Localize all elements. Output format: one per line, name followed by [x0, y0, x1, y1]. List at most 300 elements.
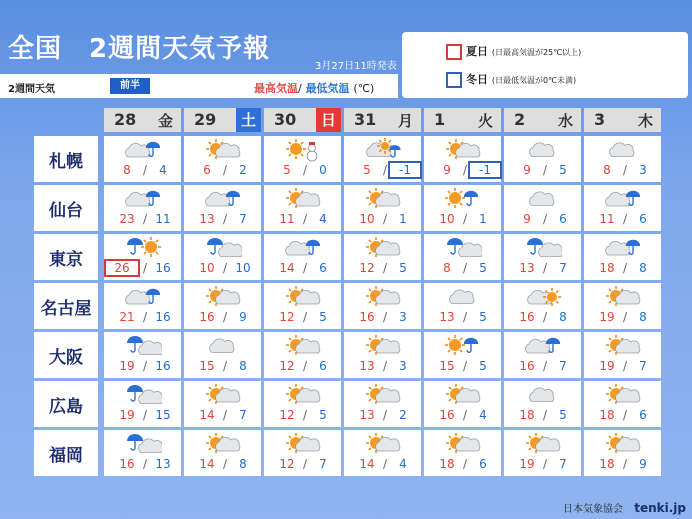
- weather-icon: [602, 236, 642, 260]
- forecast-cell: [584, 185, 661, 231]
- temperature-pair: [184, 310, 261, 326]
- low-temp: 0: [319, 163, 327, 177]
- weather-icon: [442, 138, 482, 162]
- temperature-pair: [424, 408, 501, 424]
- forecast-cell: [584, 234, 661, 280]
- high-temp: 6: [203, 163, 211, 177]
- cloud-icon: [606, 241, 630, 255]
- city-name: 名古屋: [34, 283, 98, 329]
- weather-icon: [602, 432, 642, 456]
- temp-separator: /: [222, 310, 228, 324]
- temp-separator: /: [302, 212, 308, 226]
- high-temp: 12: [279, 359, 295, 373]
- winter-day-note: (日最低気温が0℃未満): [491, 76, 577, 85]
- low-temp: 10: [235, 261, 251, 275]
- temperature-pair: [184, 408, 261, 424]
- temperature-pair: [344, 212, 421, 228]
- temp-separator: /: [622, 408, 628, 422]
- temp-separator: /: [222, 212, 228, 226]
- temp-separator: /: [542, 310, 548, 324]
- high-temp: 12: [279, 457, 295, 471]
- temperature-pair: [344, 408, 421, 424]
- temperature-pair: [184, 457, 261, 473]
- low-temp: 5: [479, 261, 487, 275]
- forecast-cell: [344, 332, 421, 378]
- high-temp: 12: [279, 408, 295, 422]
- forecast-cell: [584, 381, 661, 427]
- high-temp: 19: [119, 408, 135, 422]
- high-temp: 21: [119, 310, 135, 324]
- high-temp: 11: [279, 212, 295, 226]
- temp-separator: /: [462, 212, 468, 226]
- weather-icon: [602, 383, 642, 407]
- temp-separator: /: [462, 163, 468, 177]
- weather-icon: [202, 138, 242, 162]
- weather-icon: [362, 334, 402, 358]
- forecast-cell: [424, 381, 501, 427]
- city-name: 広島: [34, 381, 98, 427]
- low-temp: 6: [639, 212, 647, 226]
- low-temp: 6: [319, 261, 327, 275]
- temperature-pair: [104, 310, 181, 326]
- high-temp: 18: [599, 457, 615, 471]
- temperature-pair: [424, 359, 501, 375]
- temperature-pair: [104, 359, 181, 375]
- summer-day-swatch: [446, 44, 462, 60]
- low-temp: 1: [399, 212, 407, 226]
- forecast-cell: [184, 234, 261, 280]
- temperature-pair: [424, 457, 501, 473]
- temperature-pair: [584, 163, 661, 179]
- temperature-pair: [184, 359, 261, 375]
- forecast-cell: [264, 332, 341, 378]
- day-header: [504, 108, 581, 132]
- marker-legend: [402, 32, 688, 98]
- temperature-pair: [104, 261, 181, 277]
- high-temp-summer-day: 26: [106, 261, 138, 275]
- temperature-pair: [504, 163, 581, 179]
- day-number: 1: [434, 110, 446, 129]
- forecast-cell: [184, 283, 261, 329]
- temperature-pair: [264, 408, 341, 424]
- high-temp: 10: [199, 261, 215, 275]
- temp-separator: /: [142, 408, 148, 422]
- forecast-cell: [104, 283, 181, 329]
- weather-icon: [522, 285, 562, 309]
- temperature-pair: [504, 212, 581, 228]
- forecast-cell: [504, 185, 581, 231]
- temp-unit: (℃): [353, 82, 375, 95]
- low-temp: 16: [155, 310, 171, 324]
- legend-slash: /: [298, 82, 302, 95]
- weather-icon: [202, 236, 242, 260]
- temp-separator: /: [622, 163, 628, 177]
- temp-separator: /: [222, 457, 228, 471]
- forecast-cell: [184, 136, 261, 182]
- forecast-cell: [264, 381, 341, 427]
- temp-separator: /: [542, 359, 548, 373]
- temp-separator: /: [462, 261, 468, 275]
- weather-icon: [122, 285, 162, 309]
- winter-day-swatch: [446, 72, 462, 88]
- temperature-pair: [344, 163, 421, 179]
- low-temp: 3: [399, 310, 407, 324]
- temperature-legend: [254, 80, 374, 96]
- day-number: 29: [194, 110, 217, 129]
- low-temp: 4: [479, 408, 487, 422]
- forecast-cell: [184, 332, 261, 378]
- high-temp: 16: [359, 310, 375, 324]
- temperature-pair: [184, 163, 261, 179]
- day-number: 2: [514, 110, 526, 129]
- cloud-icon: [126, 143, 150, 157]
- temperature-pair: [344, 261, 421, 277]
- temp-separator: /: [622, 212, 628, 226]
- weather-icon: [522, 187, 562, 211]
- cloud-icon: [126, 192, 150, 206]
- weather-icon: [602, 138, 642, 162]
- high-temp: 13: [519, 261, 535, 275]
- high-temp: 13: [359, 408, 375, 422]
- city-name: 大阪: [34, 332, 98, 378]
- temp-separator: /: [462, 408, 468, 422]
- low-temp: 9: [239, 310, 247, 324]
- high-temp: 14: [199, 457, 215, 471]
- temperature-pair: [344, 310, 421, 326]
- forecast-cell: [264, 234, 341, 280]
- high-temp: 14: [199, 408, 215, 422]
- sun-icon: [445, 335, 465, 355]
- summer-day-note: (日最高気温が25℃以上): [491, 48, 582, 57]
- high-temp: 15: [439, 359, 455, 373]
- temp-separator: /: [462, 359, 468, 373]
- forecast-cell: [344, 381, 421, 427]
- forecast-cell: [104, 332, 181, 378]
- weather-icon: [122, 432, 162, 456]
- low-temp: 5: [559, 163, 567, 177]
- high-temp: 14: [359, 457, 375, 471]
- temp-separator: /: [382, 310, 388, 324]
- weather-icon: [602, 285, 642, 309]
- low-temp: 4: [159, 163, 167, 177]
- forecast-cell: [344, 430, 421, 476]
- low-temp: 16: [155, 359, 171, 373]
- weather-icon: [362, 138, 402, 162]
- weather-icon: [522, 432, 562, 456]
- forecast-cell: [344, 234, 421, 280]
- day-header: [424, 108, 501, 132]
- cloud-icon: [530, 143, 554, 157]
- low-temp: 8: [239, 457, 247, 471]
- day-number: 3: [594, 110, 606, 129]
- temp-separator: /: [302, 163, 308, 177]
- low-temp: 6: [639, 408, 647, 422]
- low-temp: 5: [479, 359, 487, 373]
- weather-icon: [522, 138, 562, 162]
- forecast-cell: [584, 430, 661, 476]
- temperature-pair: [184, 212, 261, 228]
- high-temp: 19: [599, 359, 615, 373]
- day-header: [264, 108, 341, 132]
- high-temp: 18: [439, 457, 455, 471]
- weather-icon: [202, 285, 242, 309]
- low-temp: 9: [639, 457, 647, 471]
- weather-icon: [362, 432, 402, 456]
- temperature-pair: [424, 261, 501, 277]
- cloud-icon: [450, 290, 474, 304]
- low-temp: 2: [399, 408, 407, 422]
- high-temp: 16: [199, 310, 215, 324]
- weather-icon: [282, 236, 322, 260]
- cloud-icon: [530, 388, 554, 402]
- temperature-pair: [104, 457, 181, 473]
- forecast-type-label: 2週間天気: [8, 84, 55, 95]
- issued-time: 3月27日11時発表: [315, 61, 397, 72]
- forecast-cell: [184, 381, 261, 427]
- cloud-icon: [286, 241, 310, 255]
- forecast-cell: [344, 283, 421, 329]
- high-temp-legend: 最高気温: [254, 82, 298, 95]
- weekday-label: 土: [236, 108, 261, 132]
- temp-separator: /: [622, 359, 628, 373]
- temperature-pair: [504, 261, 581, 277]
- forecast-cell: [504, 332, 581, 378]
- forecast-cell: [104, 234, 181, 280]
- forecast-cell: [104, 430, 181, 476]
- high-temp: 16: [439, 408, 455, 422]
- temp-separator: /: [142, 359, 148, 373]
- sun-icon: [543, 288, 561, 306]
- snowman-icon: [307, 142, 317, 161]
- temp-separator: /: [622, 457, 628, 471]
- forecast-cell: [104, 185, 181, 231]
- temperature-pair: [504, 457, 581, 473]
- cloud-icon: [606, 192, 630, 206]
- forecast-cell: [424, 332, 501, 378]
- temp-separator: /: [622, 261, 628, 275]
- forecast-cell: [424, 430, 501, 476]
- cloud-icon: [206, 192, 230, 206]
- winter-day-label: 冬日: [466, 73, 488, 86]
- low-temp: 16: [155, 261, 171, 275]
- weather-icon: [442, 187, 482, 211]
- high-temp: 5: [363, 163, 371, 177]
- high-temp: 16: [519, 359, 535, 373]
- temp-separator: /: [462, 457, 468, 471]
- low-temp: 1: [479, 212, 487, 226]
- temperature-pair: [584, 359, 661, 375]
- temperature-pair: [264, 163, 341, 179]
- low-temp: 8: [639, 310, 647, 324]
- high-temp: 9: [523, 163, 531, 177]
- temperature-pair: [264, 359, 341, 375]
- temp-separator: /: [222, 408, 228, 422]
- weekday-label: 木: [637, 112, 653, 130]
- temperature-pair: [424, 212, 501, 228]
- temperature-pair: [424, 163, 501, 179]
- weather-icon: [282, 285, 322, 309]
- forecast-cell: [504, 430, 581, 476]
- weather-icon: [442, 432, 482, 456]
- forecast-cell: [424, 185, 501, 231]
- forecast-cell: [584, 283, 661, 329]
- temp-separator: /: [302, 310, 308, 324]
- high-temp: 19: [599, 310, 615, 324]
- high-temp: 8: [123, 163, 131, 177]
- temp-separator: /: [542, 212, 548, 226]
- high-temp: 11: [599, 212, 615, 226]
- weather-icon: [362, 187, 402, 211]
- weather-icon: [282, 138, 322, 162]
- cloud-icon: [610, 143, 634, 157]
- forecast-cell: [104, 381, 181, 427]
- weather-icon: [202, 383, 242, 407]
- temperature-pair: [504, 310, 581, 326]
- high-temp: 16: [119, 457, 135, 471]
- weather-icon: [442, 383, 482, 407]
- low-temp: 3: [639, 163, 647, 177]
- forecast-cell: [184, 430, 261, 476]
- sun-icon: [445, 188, 465, 208]
- high-temp: 19: [519, 457, 535, 471]
- temperature-pair: [264, 457, 341, 473]
- forecast-cell: [264, 430, 341, 476]
- weather-icon: [362, 383, 402, 407]
- forecast-cell: [344, 136, 421, 182]
- forecast-cell: [264, 136, 341, 182]
- weather-icon: [122, 383, 162, 407]
- forecast-cell: [504, 381, 581, 427]
- low-temp: 7: [559, 261, 567, 275]
- forecast-cell: [504, 234, 581, 280]
- temp-separator: /: [142, 457, 148, 471]
- low-temp: 5: [319, 310, 327, 324]
- low-temp: 6: [559, 212, 567, 226]
- temperature-pair: [504, 408, 581, 424]
- day-header: [344, 108, 421, 132]
- temperature-pair: [344, 457, 421, 473]
- high-temp: 10: [359, 212, 375, 226]
- low-temp: 4: [319, 212, 327, 226]
- cloud-icon: [526, 339, 550, 353]
- city-name: 福岡: [34, 430, 98, 476]
- high-temp: 18: [519, 408, 535, 422]
- low-temp: 5: [399, 261, 407, 275]
- temp-separator: /: [302, 359, 308, 373]
- temperature-pair: [184, 261, 261, 277]
- weather-icon: [282, 383, 322, 407]
- forecast-cell: [584, 332, 661, 378]
- temperature-pair: [584, 457, 661, 473]
- cloud-icon: [530, 192, 554, 206]
- weather-icon: [122, 334, 162, 358]
- high-temp: 12: [359, 261, 375, 275]
- temp-separator: /: [382, 261, 388, 275]
- low-temp: 6: [319, 359, 327, 373]
- temperature-pair: [104, 212, 181, 228]
- high-temp: 8: [443, 261, 451, 275]
- weather-icon: [202, 334, 242, 358]
- low-temp: 8: [639, 261, 647, 275]
- page-title: 全国 2週間天気予報: [8, 34, 271, 64]
- temp-separator: /: [302, 457, 308, 471]
- weather-icon: [442, 285, 482, 309]
- weather-icon: [282, 432, 322, 456]
- forecast-cell: [104, 136, 181, 182]
- weekday-label: 日: [316, 108, 341, 132]
- tenki-logo: tenki.jp: [634, 501, 686, 515]
- high-temp: 13: [359, 359, 375, 373]
- low-temp: 5: [559, 408, 567, 422]
- weather-icon: [522, 383, 562, 407]
- summer-day-label: 夏日: [466, 45, 488, 58]
- temperature-pair: [104, 408, 181, 424]
- weather-icon: [442, 334, 482, 358]
- weekday-label: 水: [557, 112, 573, 130]
- temp-separator: /: [462, 310, 468, 324]
- low-temp: 7: [239, 212, 247, 226]
- day-header: [584, 108, 661, 132]
- day-number: 28: [114, 110, 137, 129]
- city-name: 東京: [34, 234, 98, 280]
- sun-icon: [286, 139, 306, 159]
- temp-separator: /: [142, 310, 148, 324]
- city-name: 仙台: [34, 185, 98, 231]
- weekday-label: 火: [477, 112, 493, 130]
- temp-separator: /: [542, 408, 548, 422]
- temp-separator: /: [622, 310, 628, 324]
- low-temp-legend: 最低気温: [305, 82, 350, 95]
- high-temp: 9: [443, 163, 451, 177]
- low-temp: 7: [639, 359, 647, 373]
- temp-separator: /: [222, 261, 228, 275]
- temperature-pair: [424, 310, 501, 326]
- umbrella-icon: [464, 338, 478, 353]
- weather-icon: [362, 236, 402, 260]
- weather-icon: [202, 187, 242, 211]
- temp-separator: /: [142, 212, 148, 226]
- weather-icon: [602, 334, 642, 358]
- temperature-pair: [264, 261, 341, 277]
- high-temp: 12: [279, 310, 295, 324]
- sun-icon: [141, 237, 161, 257]
- forecast-cell: [504, 283, 581, 329]
- low-temp: 4: [399, 457, 407, 471]
- weather-icon: [122, 187, 162, 211]
- temp-separator: /: [382, 163, 388, 177]
- city-name: 札幌: [34, 136, 98, 182]
- weather-icon: [122, 236, 162, 260]
- day-header: [104, 108, 181, 132]
- weather-icon: [122, 138, 162, 162]
- day-number: 31: [354, 110, 377, 129]
- low-temp: 7: [559, 457, 567, 471]
- high-temp: 10: [439, 212, 455, 226]
- low-temp: 3: [399, 359, 407, 373]
- low-temp: 7: [319, 457, 327, 471]
- temperature-pair: [264, 310, 341, 326]
- day-header: [184, 108, 261, 132]
- weekday-label: 金: [157, 112, 173, 130]
- temp-separator: /: [302, 261, 308, 275]
- low-temp: 2: [239, 163, 247, 177]
- weather-icon: [442, 236, 482, 260]
- temp-separator: /: [142, 163, 148, 177]
- temp-separator: /: [222, 359, 228, 373]
- high-temp: 19: [119, 359, 135, 373]
- high-temp: 13: [199, 212, 215, 226]
- temp-separator: /: [142, 261, 148, 275]
